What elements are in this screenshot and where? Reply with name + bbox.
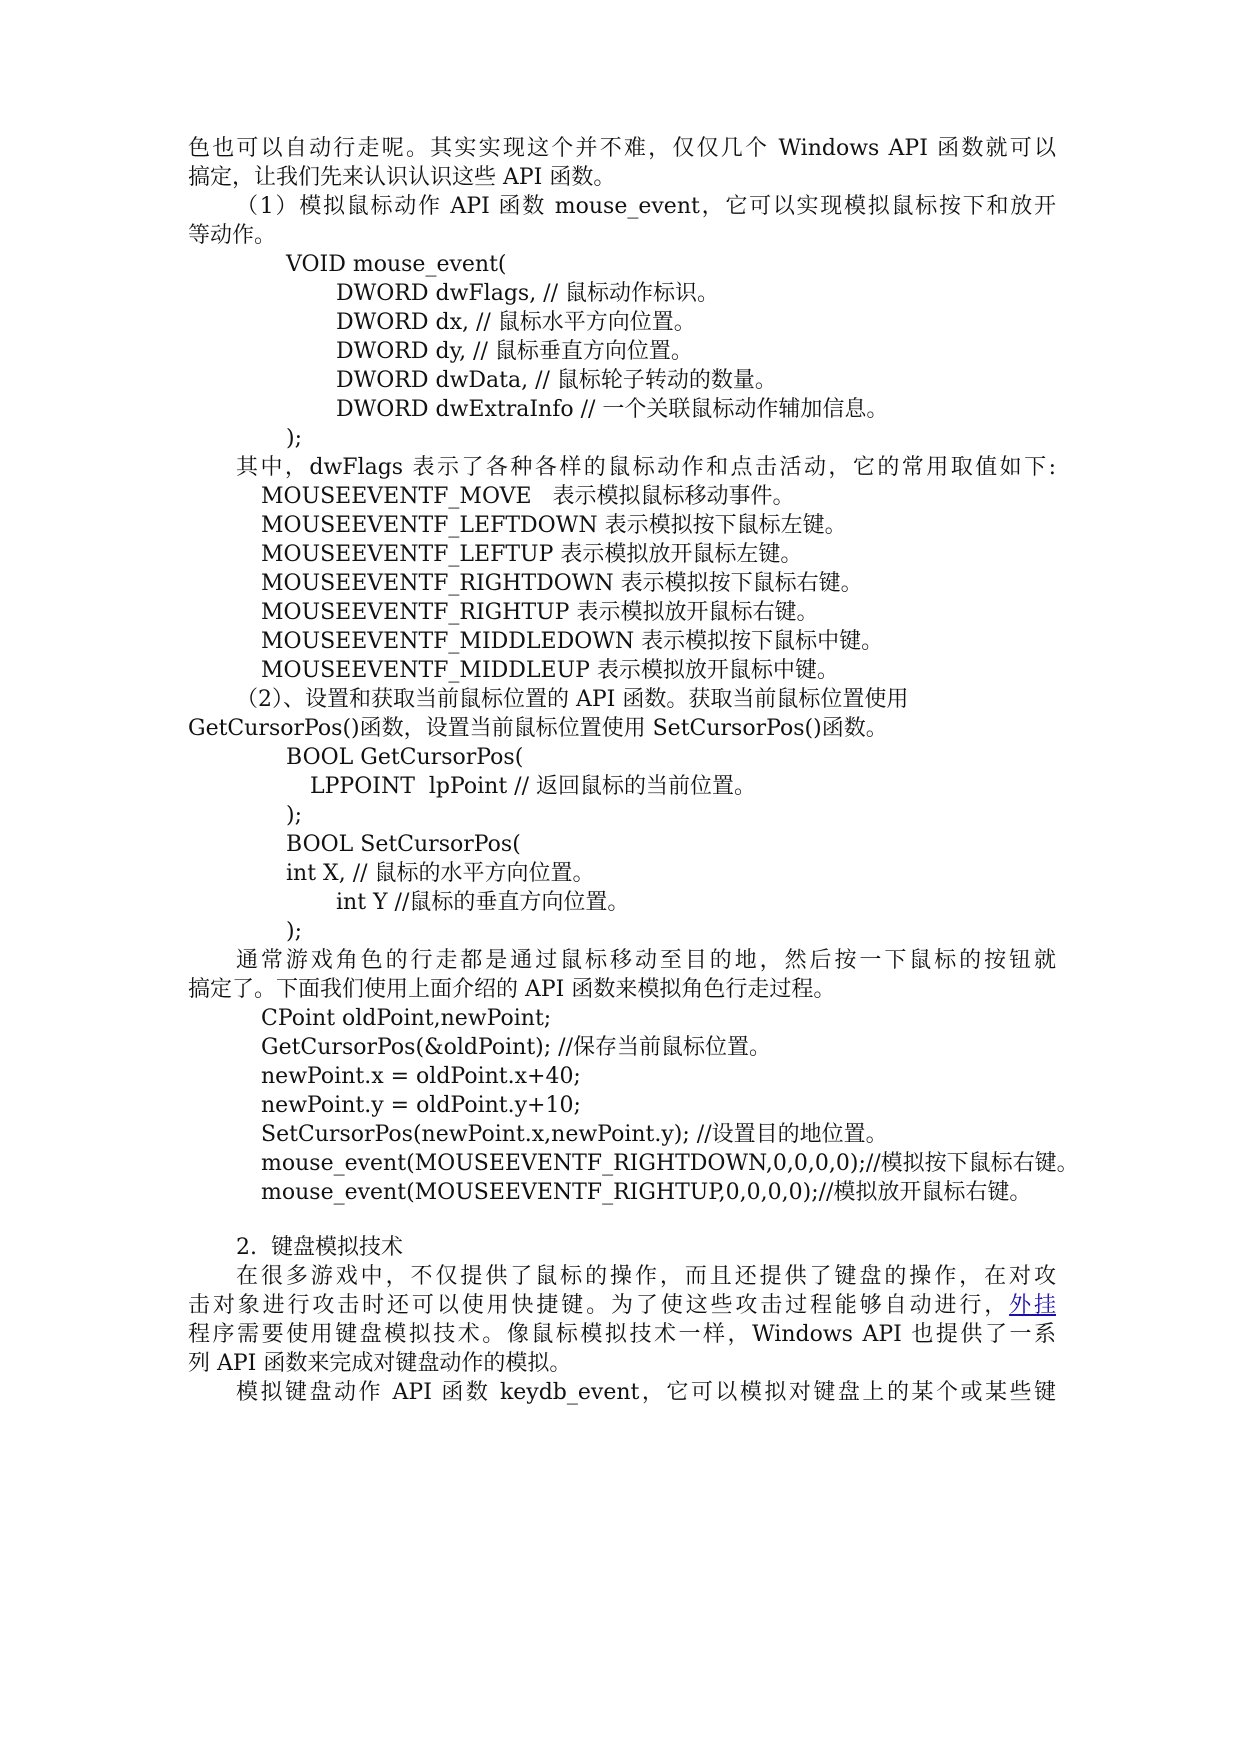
paragraph-5-line-4: 列 API 函数来完成对键盘动作的模拟。 — [188, 1351, 572, 1376]
flags-intro: 其中，dwFlags 表示了各种各样的鼠标动作和点击活动，它的常用取值如下: — [236, 455, 1056, 480]
paragraph-5-line-3: 程序需要使用键盘模拟技术。像鼠标模拟技术一样，Windows API 也提供了一系 — [188, 1322, 1056, 1347]
paragraph-2-line-2: 等动作。 — [188, 223, 277, 248]
code-line: CPoint oldPoint,newPoint; — [261, 1006, 552, 1031]
paragraph-5-line-1: 在很多游戏中，不仅提供了鼠标的操作，而且还提供了键盘的操作，在对攻 — [236, 1264, 1056, 1289]
code-line: mouse_event(MOUSEEVENTF_RIGHTDOWN,0,0,0,0);//模拟按下鼠标右键。 — [261, 1151, 1079, 1176]
code-line: BOOL SetCursorPos( — [286, 832, 521, 857]
code-line: SetCursorPos(newPoint.x,newPoint.y); //设置目的地位置。 — [261, 1122, 888, 1147]
paragraph-3-line-2: GetCursorPos()函数，设置当前鼠标位置使用 SetCursorPos()函数。 — [188, 716, 888, 741]
waigua-link[interactable]: 外挂 — [1009, 1293, 1056, 1318]
paragraph-4-line-2: 搞定了。下面我们使用上面介绍的 API 函数来模拟角色行走过程。 — [188, 977, 836, 1002]
paragraph-6-line-1: 模拟键盘动作 API 函数 keydb_event，它可以模拟对键盘上的某个或某些键 — [236, 1380, 1056, 1405]
code-line: ); — [286, 426, 302, 451]
flag-item: MOUSEEVENTF_LEFTUP 表示模拟放开鼠标左键。 — [261, 542, 803, 567]
code-line: DWORD dwExtraInfo // 一个关联鼠标动作辅加信息。 — [336, 397, 889, 422]
code-line: BOOL GetCursorPos( — [286, 745, 524, 770]
code-line: DWORD dwData, // 鼠标轮子转动的数量。 — [336, 368, 777, 393]
paragraph-1-line-2: 搞定，让我们先来认识认识这些 API 函数。 — [188, 165, 616, 190]
paragraph-3-line-1: （2）、设置和获取当前鼠标位置的 API 函数。获取当前鼠标位置使用 — [236, 687, 909, 712]
paragraph-1-line-1: 色也可以自动行走呢。其实实现这个并不难，仅仅几个 Windows API 函数就可以 — [188, 136, 1056, 161]
flag-item: MOUSEEVENTF_RIGHTUP 表示模拟放开鼠标右键。 — [261, 600, 819, 625]
flag-item: MOUSEEVENTF_RIGHTDOWN 表示模拟按下鼠标右键。 — [261, 571, 863, 596]
flag-item: MOUSEEVENTF_MIDDLEDOWN 表示模拟按下鼠标中键。 — [261, 629, 884, 654]
flag-item: MOUSEEVENTF_MIDDLEUP 表示模拟放开鼠标中键。 — [261, 658, 839, 683]
flag-item: MOUSEEVENTF_LEFTDOWN 表示模拟按下鼠标左键。 — [261, 513, 847, 538]
code-line: DWORD dx, // 鼠标水平方向位置。 — [336, 310, 696, 335]
paragraph-5-line-2-text: 击对象进行攻击时还可以使用快捷键。为了使这些攻击过程能够自动进行， — [188, 1293, 1010, 1318]
paragraph-2-line-1: （1）模拟鼠标动作 API 函数 mouse_event，它可以实现模拟鼠标按下和放开 — [236, 194, 1056, 219]
paragraph-4-line-1: 通常游戏角色的行走都是通过鼠标移动至目的地，然后按一下鼠标的按钮就 — [236, 948, 1056, 973]
code-line: DWORD dy, // 鼠标垂直方向位置。 — [336, 339, 693, 364]
section-heading: 2. 键盘模拟技术 — [236, 1235, 403, 1260]
code-line: DWORD dwFlags, // 鼠标动作标识。 — [336, 281, 719, 306]
code-line: int Y //鼠标的垂直方向位置。 — [336, 890, 630, 915]
code-line: mouse_event(MOUSEEVENTF_RIGHTUP,0,0,0,0);//模拟放开鼠标右键。 — [261, 1180, 1032, 1205]
code-line: int X, // 鼠标的水平方向位置。 — [286, 861, 595, 886]
code-line: ); — [286, 919, 302, 944]
paragraph-5-line-2 — [188, 1291, 1056, 1321]
flag-item: MOUSEEVENTF_MOVE 表示模拟鼠标移动事件。 — [261, 484, 795, 509]
code-line: ); — [286, 803, 302, 828]
code-line: GetCursorPos(&oldPoint); //保存当前鼠标位置。 — [261, 1035, 771, 1060]
code-line: newPoint.y = oldPoint.y+10; — [261, 1093, 581, 1118]
code-line: newPoint.x = oldPoint.x+40; — [261, 1064, 581, 1089]
code-line: LPPOINT lpPoint // 返回鼠标的当前位置。 — [310, 774, 756, 799]
code-line: VOID mouse_event( — [286, 252, 507, 277]
